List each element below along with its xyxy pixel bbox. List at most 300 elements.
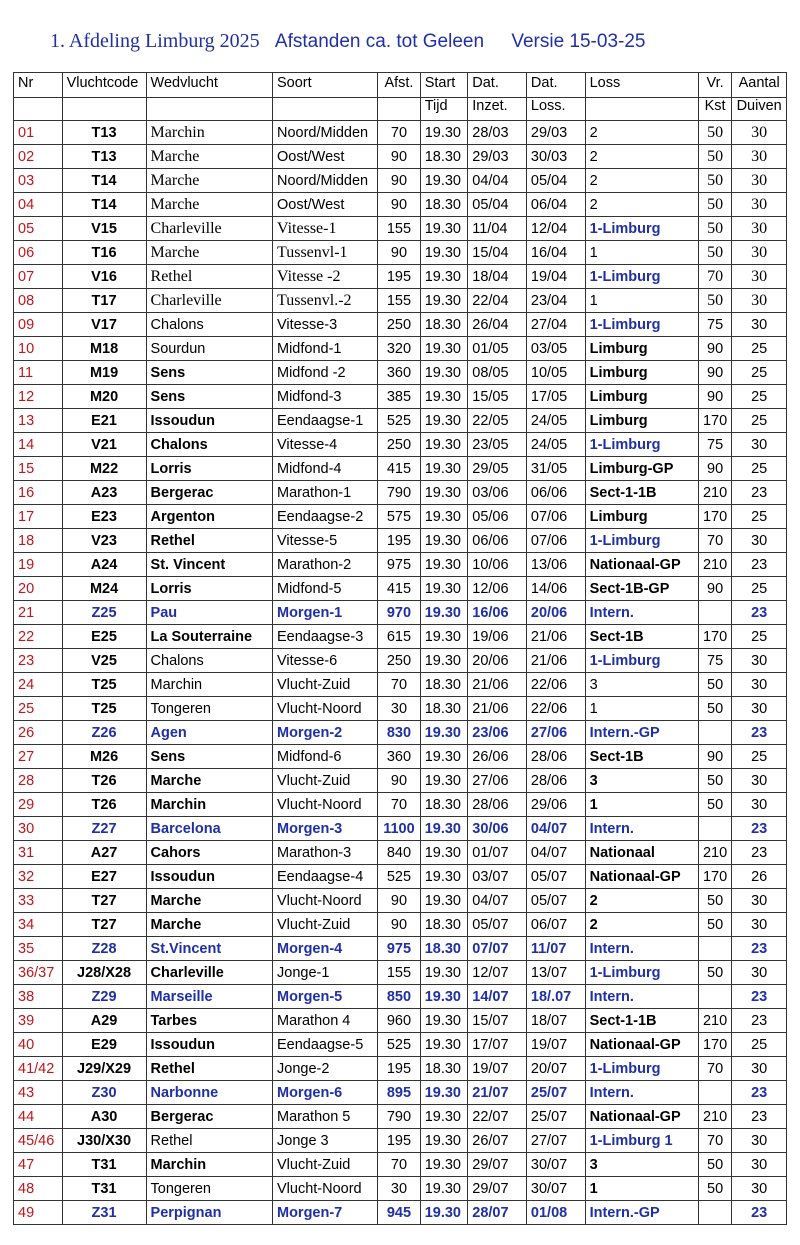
- cell-losplaats: Intern.-GP: [585, 721, 698, 745]
- cell-aantal-duiven: 30: [732, 769, 787, 793]
- cell-vr-kst: 50: [698, 961, 731, 985]
- cell-dat-loss: 10/05: [526, 361, 585, 385]
- cell-aantal-duiven: 30: [732, 913, 787, 937]
- cell-aantal-duiven: 30: [732, 961, 787, 985]
- table-row: [14, 673, 787, 697]
- cell-aantal-duiven: 25: [732, 745, 787, 769]
- cell-nr: 21: [14, 601, 63, 625]
- cell-aantal-duiven: 25: [732, 505, 787, 529]
- table-row: [14, 961, 787, 985]
- cell-soort: Vitesse-3: [273, 313, 378, 337]
- cell-vr-kst: 75: [698, 433, 731, 457]
- cell-losplaats: Sect-1-1B: [585, 1009, 698, 1033]
- cell-start-tijd: 19.30: [420, 361, 468, 385]
- cell-afst: 90: [378, 913, 420, 937]
- cell-dat-loss: 30/07: [526, 1177, 585, 1201]
- cell-wedvlucht: Marche: [146, 169, 272, 193]
- cell-start-tijd: 19.30: [420, 889, 468, 913]
- cell-dat-inzet: 15/07: [468, 1009, 527, 1033]
- header-kst: Kst: [698, 98, 731, 121]
- cell-start-tijd: 19.30: [420, 553, 468, 577]
- cell-dat-loss: 06/04: [526, 193, 585, 217]
- cell-start-tijd: 18.30: [420, 913, 468, 937]
- cell-losplaats: Nationaal-GP: [585, 1105, 698, 1129]
- table-row: [14, 649, 787, 673]
- cell-soort: Midfond-3: [273, 385, 378, 409]
- cell-soort: Morgen-5: [273, 985, 378, 1009]
- cell-losplaats: 1: [585, 697, 698, 721]
- cell-start-tijd: 19.30: [420, 1033, 468, 1057]
- cell-aantal-duiven: 25: [732, 577, 787, 601]
- flight-schedule-table: [13, 72, 787, 1225]
- cell-vluchtcode: T16: [62, 241, 146, 265]
- cell-aantal-duiven: 30: [732, 889, 787, 913]
- cell-aantal-duiven: 23: [732, 1009, 787, 1033]
- cell-dat-loss: 28/06: [526, 769, 585, 793]
- cell-vr-kst: 170: [698, 625, 731, 649]
- table-row: [14, 313, 787, 337]
- cell-nr: 27: [14, 745, 63, 769]
- cell-start-tijd: 19.30: [420, 481, 468, 505]
- cell-aantal-duiven: 30: [732, 169, 787, 193]
- cell-wedvlucht: Sens: [146, 361, 272, 385]
- cell-aantal-duiven: 26: [732, 865, 787, 889]
- cell-vluchtcode: V23: [62, 529, 146, 553]
- cell-vluchtcode: E25: [62, 625, 146, 649]
- table-row: [14, 1009, 787, 1033]
- cell-dat-inzet: 27/06: [468, 769, 527, 793]
- cell-dat-loss: 19/04: [526, 265, 585, 289]
- cell-vr-kst: 90: [698, 577, 731, 601]
- table-row: [14, 289, 787, 313]
- header-dat-loss: Dat.: [526, 73, 585, 98]
- cell-dat-loss: 25/07: [526, 1105, 585, 1129]
- cell-wedvlucht: Tongeren: [146, 1177, 272, 1201]
- cell-vluchtcode: A24: [62, 553, 146, 577]
- cell-wedvlucht: Cahors: [146, 841, 272, 865]
- cell-soort: Vlucht-Zuid: [273, 1153, 378, 1177]
- cell-dat-loss: 07/06: [526, 529, 585, 553]
- cell-afst: 415: [378, 577, 420, 601]
- cell-afst: 70: [378, 673, 420, 697]
- cell-vr-kst: [698, 937, 731, 961]
- cell-afst: 525: [378, 1033, 420, 1057]
- cell-dat-loss: 04/07: [526, 841, 585, 865]
- cell-aantal-duiven: 23: [732, 1081, 787, 1105]
- cell-aantal-duiven: 30: [732, 793, 787, 817]
- cell-soort: Morgen-3: [273, 817, 378, 841]
- cell-dat-loss: 06/07: [526, 913, 585, 937]
- table-row: [14, 553, 787, 577]
- cell-dat-loss: 29/06: [526, 793, 585, 817]
- cell-dat-loss: 23/04: [526, 289, 585, 313]
- table-row: [14, 577, 787, 601]
- table-row: [14, 1105, 787, 1129]
- cell-losplaats: Limburg: [585, 385, 698, 409]
- cell-losplaats: 3: [585, 673, 698, 697]
- cell-vluchtcode: Z27: [62, 817, 146, 841]
- cell-dat-loss: 25/07: [526, 1081, 585, 1105]
- table-row: [14, 409, 787, 433]
- cell-soort: Vlucht-Zuid: [273, 913, 378, 937]
- cell-losplaats: 1: [585, 241, 698, 265]
- cell-losplaats: Limburg: [585, 361, 698, 385]
- cell-afst: 895: [378, 1081, 420, 1105]
- cell-afst: 155: [378, 217, 420, 241]
- cell-aantal-duiven: 30: [732, 241, 787, 265]
- cell-soort: Jonge-2: [273, 1057, 378, 1081]
- cell-dat-inzet: 05/07: [468, 913, 527, 937]
- cell-start-tijd: 18.30: [420, 937, 468, 961]
- cell-soort: Vlucht-Noord: [273, 697, 378, 721]
- header-start: Start: [420, 73, 468, 98]
- cell-afst: 250: [378, 313, 420, 337]
- table-row: [14, 817, 787, 841]
- cell-dat-loss: 01/08: [526, 1201, 585, 1225]
- cell-dat-inzet: 22/07: [468, 1105, 527, 1129]
- cell-aantal-duiven: 30: [732, 313, 787, 337]
- cell-wedvlucht: Lorris: [146, 457, 272, 481]
- cell-dat-loss: 24/05: [526, 409, 585, 433]
- cell-afst: 195: [378, 1057, 420, 1081]
- cell-vluchtcode: M20: [62, 385, 146, 409]
- cell-afst: 1100: [378, 817, 420, 841]
- cell-nr: 06: [14, 241, 63, 265]
- cell-vr-kst: 75: [698, 313, 731, 337]
- cell-dat-inzet: 14/07: [468, 985, 527, 1009]
- cell-dat-loss: 06/06: [526, 481, 585, 505]
- cell-vr-kst: 70: [698, 265, 731, 289]
- cell-nr: 09: [14, 313, 63, 337]
- table-row: [14, 985, 787, 1009]
- cell-losplaats: 2: [585, 889, 698, 913]
- table-row: [14, 433, 787, 457]
- cell-nr: 47: [14, 1153, 63, 1177]
- cell-dat-inzet: 03/06: [468, 481, 527, 505]
- cell-vr-kst: 90: [698, 457, 731, 481]
- cell-afst: 790: [378, 481, 420, 505]
- cell-dat-loss: 30/03: [526, 145, 585, 169]
- cell-soort: Oost/West: [273, 193, 378, 217]
- cell-wedvlucht: Charleville: [146, 289, 272, 313]
- cell-afst: 615: [378, 625, 420, 649]
- header-nr-cont: [14, 98, 63, 121]
- cell-aantal-duiven: 30: [732, 529, 787, 553]
- cell-wedvlucht: Narbonne: [146, 1081, 272, 1105]
- cell-nr: 48: [14, 1177, 63, 1201]
- cell-wedvlucht: Perpignan: [146, 1201, 272, 1225]
- cell-aantal-duiven: 25: [732, 409, 787, 433]
- table-row: [14, 793, 787, 817]
- header-afst: Afst.: [378, 73, 420, 98]
- cell-nr: 44: [14, 1105, 63, 1129]
- table-row: [14, 337, 787, 361]
- cell-nr: 40: [14, 1033, 63, 1057]
- cell-dat-loss: 24/05: [526, 433, 585, 457]
- cell-dat-inzet: 12/06: [468, 577, 527, 601]
- cell-vluchtcode: M24: [62, 577, 146, 601]
- cell-dat-inzet: 29/05: [468, 457, 527, 481]
- cell-dat-inzet: 28/03: [468, 121, 527, 145]
- cell-start-tijd: 18.30: [420, 793, 468, 817]
- cell-nr: 38: [14, 985, 63, 1009]
- cell-soort: Midfond-1: [273, 337, 378, 361]
- cell-vluchtcode: T25: [62, 697, 146, 721]
- cell-dat-loss: 21/06: [526, 625, 585, 649]
- cell-vr-kst: 50: [698, 1177, 731, 1201]
- table-row: [14, 1201, 787, 1225]
- cell-start-tijd: 18.30: [420, 145, 468, 169]
- table-row: [14, 121, 787, 145]
- cell-nr: 19: [14, 553, 63, 577]
- cell-vluchtcode: T14: [62, 193, 146, 217]
- cell-dat-inzet: 01/07: [468, 841, 527, 865]
- cell-soort: Oost/West: [273, 145, 378, 169]
- cell-soort: Eendaagse-2: [273, 505, 378, 529]
- cell-dat-inzet: 10/06: [468, 553, 527, 577]
- cell-afst: 385: [378, 385, 420, 409]
- cell-vluchtcode: A27: [62, 841, 146, 865]
- cell-aantal-duiven: 30: [732, 1129, 787, 1153]
- cell-dat-inzet: 04/04: [468, 169, 527, 193]
- cell-nr: 30: [14, 817, 63, 841]
- cell-soort: Midfond -2: [273, 361, 378, 385]
- cell-dat-inzet: 01/05: [468, 337, 527, 361]
- cell-wedvlucht: Rethel: [146, 529, 272, 553]
- cell-nr: 36/37: [14, 961, 63, 985]
- cell-losplaats: 1-Limburg: [585, 217, 698, 241]
- header-tijd: Tijd: [420, 98, 468, 121]
- cell-vluchtcode: T13: [62, 121, 146, 145]
- cell-wedvlucht: Sens: [146, 385, 272, 409]
- cell-vr-kst: 70: [698, 1129, 731, 1153]
- cell-losplaats: 2: [585, 121, 698, 145]
- cell-afst: 90: [378, 889, 420, 913]
- cell-wedvlucht: Marche: [146, 193, 272, 217]
- cell-dat-loss: 22/06: [526, 697, 585, 721]
- cell-losplaats: 1-Limburg: [585, 265, 698, 289]
- cell-wedvlucht: Marche: [146, 913, 272, 937]
- cell-dat-loss: 03/05: [526, 337, 585, 361]
- header-soort: Soort: [273, 73, 378, 98]
- cell-nr: 05: [14, 217, 63, 241]
- cell-losplaats: Sect-1B: [585, 625, 698, 649]
- cell-wedvlucht: Marche: [146, 769, 272, 793]
- cell-start-tijd: 19.30: [420, 865, 468, 889]
- cell-soort: Vlucht-Noord: [273, 889, 378, 913]
- cell-afst: 70: [378, 793, 420, 817]
- cell-wedvlucht: Marche: [146, 889, 272, 913]
- cell-dat-inzet: 11/04: [468, 217, 527, 241]
- table-row: [14, 1129, 787, 1153]
- header-nr: Nr: [14, 73, 63, 98]
- cell-dat-inzet: 21/07: [468, 1081, 527, 1105]
- cell-vluchtcode: Z26: [62, 721, 146, 745]
- cell-soort: Marathon-1: [273, 481, 378, 505]
- cell-wedvlucht: Agen: [146, 721, 272, 745]
- cell-soort: Morgen-6: [273, 1081, 378, 1105]
- table-row: [14, 169, 787, 193]
- cell-nr: 43: [14, 1081, 63, 1105]
- cell-nr: 03: [14, 169, 63, 193]
- cell-nr: 14: [14, 433, 63, 457]
- cell-nr: 04: [14, 193, 63, 217]
- cell-nr: 02: [14, 145, 63, 169]
- cell-vluchtcode: E21: [62, 409, 146, 433]
- cell-soort: Vitesse-5: [273, 529, 378, 553]
- cell-wedvlucht: Marchin: [146, 121, 272, 145]
- header-duiven: Duiven: [732, 98, 787, 121]
- cell-vr-kst: 210: [698, 553, 731, 577]
- cell-afst: 360: [378, 745, 420, 769]
- cell-soort: Jonge 3: [273, 1129, 378, 1153]
- cell-losplaats: 2: [585, 145, 698, 169]
- cell-nr: 13: [14, 409, 63, 433]
- cell-afst: 195: [378, 265, 420, 289]
- cell-losplaats: 2: [585, 169, 698, 193]
- table-row: [14, 841, 787, 865]
- cell-soort: Jonge-1: [273, 961, 378, 985]
- cell-dat-inzet: 08/05: [468, 361, 527, 385]
- header-wedvlucht: Wedvlucht: [146, 73, 272, 98]
- cell-aantal-duiven: 30: [732, 433, 787, 457]
- table-row: [14, 1153, 787, 1177]
- cell-nr: 07: [14, 265, 63, 289]
- header-soort-cont: [273, 98, 378, 121]
- cell-vluchtcode: T26: [62, 793, 146, 817]
- cell-losplaats: Intern.: [585, 601, 698, 625]
- cell-soort: Vitesse-1: [273, 217, 378, 241]
- cell-soort: Noord/Midden: [273, 169, 378, 193]
- cell-afst: 970: [378, 601, 420, 625]
- cell-vluchtcode: V15: [62, 217, 146, 241]
- cell-soort: Noord/Midden: [273, 121, 378, 145]
- cell-vluchtcode: T17: [62, 289, 146, 313]
- cell-afst: 155: [378, 289, 420, 313]
- cell-wedvlucht: Chalons: [146, 649, 272, 673]
- cell-dat-inzet: 22/05: [468, 409, 527, 433]
- cell-dat-inzet: 29/07: [468, 1177, 527, 1201]
- table-row: [14, 697, 787, 721]
- cell-wedvlucht: Rethel: [146, 1057, 272, 1081]
- cell-dat-loss: 20/07: [526, 1057, 585, 1081]
- cell-start-tijd: 18.30: [420, 193, 468, 217]
- cell-soort: Vitesse -2: [273, 265, 378, 289]
- cell-afst: 415: [378, 457, 420, 481]
- cell-afst: 250: [378, 649, 420, 673]
- cell-vluchtcode: T27: [62, 889, 146, 913]
- cell-vr-kst: 50: [698, 673, 731, 697]
- cell-aantal-duiven: 30: [732, 121, 787, 145]
- cell-dat-inzet: 22/04: [468, 289, 527, 313]
- cell-vluchtcode: J29/X29: [62, 1057, 146, 1081]
- cell-losplaats: 1-Limburg: [585, 313, 698, 337]
- cell-losplaats: 1-Limburg: [585, 649, 698, 673]
- cell-nr: 39: [14, 1009, 63, 1033]
- cell-vr-kst: 90: [698, 337, 731, 361]
- cell-dat-inzet: 20/06: [468, 649, 527, 673]
- cell-dat-inzet: 30/06: [468, 817, 527, 841]
- cell-start-tijd: 18.30: [420, 697, 468, 721]
- cell-afst: 70: [378, 121, 420, 145]
- cell-vluchtcode: T25: [62, 673, 146, 697]
- cell-dat-inzet: 26/06: [468, 745, 527, 769]
- header-dat-inzet: Dat.: [468, 73, 527, 98]
- cell-nr: 33: [14, 889, 63, 913]
- cell-aantal-duiven: 30: [732, 193, 787, 217]
- header-loss-date: Loss.: [526, 98, 585, 121]
- cell-dat-loss: 28/06: [526, 745, 585, 769]
- cell-vr-kst: [698, 1081, 731, 1105]
- cell-start-tijd: 19.30: [420, 385, 468, 409]
- cell-soort: Vitesse-6: [273, 649, 378, 673]
- cell-vluchtcode: T13: [62, 145, 146, 169]
- cell-losplaats: Sect-1B: [585, 745, 698, 769]
- cell-dat-loss: 31/05: [526, 457, 585, 481]
- cell-losplaats: 1-Limburg: [585, 433, 698, 457]
- cell-soort: Midfond-5: [273, 577, 378, 601]
- cell-vr-kst: 210: [698, 841, 731, 865]
- cell-vr-kst: 50: [698, 793, 731, 817]
- cell-losplaats: 2: [585, 193, 698, 217]
- cell-start-tijd: 19.30: [420, 1009, 468, 1033]
- table-row: [14, 865, 787, 889]
- title-afstanden: Afstanden ca. tot Geleen: [274, 31, 485, 52]
- table-row: [14, 745, 787, 769]
- cell-soort: Morgen-1: [273, 601, 378, 625]
- cell-afst: 90: [378, 241, 420, 265]
- cell-nr: 12: [14, 385, 63, 409]
- cell-vluchtcode: V25: [62, 649, 146, 673]
- cell-vr-kst: 75: [698, 649, 731, 673]
- cell-vr-kst: 170: [698, 865, 731, 889]
- cell-dat-inzet: 04/07: [468, 889, 527, 913]
- cell-start-tijd: 19.30: [420, 625, 468, 649]
- table-header: [14, 73, 787, 121]
- cell-afst: 360: [378, 361, 420, 385]
- cell-dat-inzet: 23/05: [468, 433, 527, 457]
- cell-losplaats: Limburg: [585, 409, 698, 433]
- cell-vluchtcode: M26: [62, 745, 146, 769]
- cell-vr-kst: 50: [698, 697, 731, 721]
- cell-nr: 49: [14, 1201, 63, 1225]
- cell-soort: Tussenvl-1: [273, 241, 378, 265]
- table-row: [14, 217, 787, 241]
- table-row: [14, 145, 787, 169]
- cell-vr-kst: 170: [698, 409, 731, 433]
- cell-dat-inzet: 21/06: [468, 673, 527, 697]
- cell-wedvlucht: Sens: [146, 745, 272, 769]
- cell-dat-loss: 04/07: [526, 817, 585, 841]
- cell-nr: 16: [14, 481, 63, 505]
- cell-dat-inzet: 12/07: [468, 961, 527, 985]
- header-vluchtcode-cont: [62, 98, 146, 121]
- table-row: [14, 361, 787, 385]
- cell-dat-inzet: 28/06: [468, 793, 527, 817]
- cell-afst: 525: [378, 409, 420, 433]
- cell-wedvlucht: Rethel: [146, 265, 272, 289]
- cell-soort: Midfond-6: [273, 745, 378, 769]
- cell-vluchtcode: Z29: [62, 985, 146, 1009]
- cell-dat-inzet: 19/07: [468, 1057, 527, 1081]
- cell-vr-kst: 170: [698, 505, 731, 529]
- cell-wedvlucht: Marche: [146, 241, 272, 265]
- cell-vr-kst: 50: [698, 913, 731, 937]
- cell-wedvlucht: Marchin: [146, 673, 272, 697]
- cell-losplaats: 1-Limburg: [585, 529, 698, 553]
- cell-dat-loss: 27/04: [526, 313, 585, 337]
- cell-start-tijd: 19.30: [420, 1081, 468, 1105]
